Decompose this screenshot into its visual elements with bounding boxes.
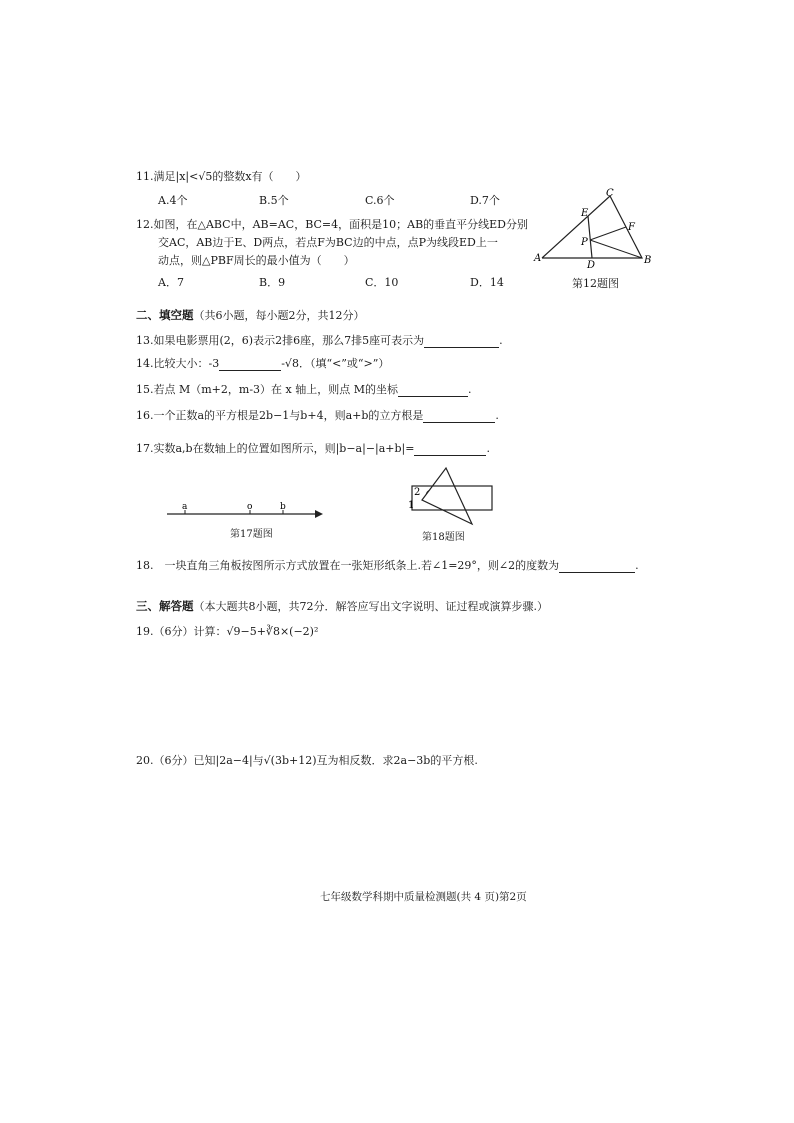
q15-text: 15.若点 M（m+2，m-3）在 x 轴上，则点 M的坐标	[136, 383, 399, 396]
q12-option-b: B．9	[259, 276, 286, 289]
q12-line2: 交AC，AB边于E、D两点，若点F为BC边的中点，点P为线段ED上一	[158, 236, 498, 249]
q17-text: 17.实数a,b在数轴上的位置如图所示，则|b−a|−|a+b|=	[136, 442, 415, 455]
q18-figure-caption: 第18题图	[422, 532, 465, 543]
q17-axis-label-b: b	[280, 502, 286, 512]
q12-line3: 动点，则△PBF周长的最小值为（ ）	[158, 254, 355, 267]
section2-title: 二、填空题	[136, 308, 194, 322]
q11-option-b: B.5个	[259, 194, 289, 207]
q12-figure-label-d: D	[587, 260, 596, 270]
q12-option-c: C．10	[365, 276, 399, 289]
q13	[136, 332, 503, 348]
q12-figure-label-c: C	[606, 188, 614, 199]
q12-option-a: A．7	[158, 276, 184, 289]
q17-axis-label-o: o	[247, 502, 253, 512]
section3-title: 三、解答题	[136, 599, 194, 613]
q16-answer-blank[interactable]	[423, 410, 495, 423]
q12-option-d: D．14	[470, 276, 504, 289]
q14-text-b: -√8．（填“<”或“>”）	[281, 357, 390, 370]
section3-note: （本大题共8小题，共72分．解答应写出文字说明、证过程或演算步骤.）	[193, 600, 548, 613]
q11-option-a: A.4个	[158, 194, 188, 207]
q20-text: 20.（6分）已知|2a−4|与√(3b+12)互为相反数．求2a−3b的平方根.	[136, 754, 478, 767]
q17-answer-blank[interactable]	[414, 443, 486, 456]
q11-option-c: C.6个	[365, 194, 395, 207]
q12-figure-label-p: P	[581, 237, 588, 248]
q12-line1: 12.如图，在△ABC中，AB=AC，BC=4，面积是10；AB的垂直平分线ED分别	[136, 218, 528, 231]
q13-answer-blank[interactable]	[424, 335, 499, 348]
page-footer: 七年级数学科期中质量检测题(共 4 页)第2页	[320, 891, 527, 903]
q12-figure-label-a: A	[534, 253, 542, 264]
q14	[136, 355, 389, 371]
q18-answer-blank[interactable]	[559, 560, 635, 573]
q18-text: 18. 一块直角三角板按图所示方式放置在一张矩形纸条上.若∠1=29°，则∠2的度数为	[136, 559, 560, 572]
section2-heading	[136, 307, 365, 323]
q15	[136, 381, 472, 397]
q16-end: .	[495, 409, 499, 422]
q11-stem: 11.满足|x|<√5的整数x有（ ）	[136, 170, 307, 183]
q17-end: .	[486, 442, 490, 455]
q18-figure	[400, 464, 500, 526]
q14-answer-blank[interactable]	[219, 358, 281, 371]
q12-figure-label-f: F	[628, 222, 635, 233]
q11-option-d: D.7个	[470, 194, 500, 207]
q12-figure-label-b: B	[644, 255, 652, 266]
q17	[136, 440, 490, 456]
q13-text: 13.如果电影票用(2，6)表示2排6座，那么7排5座可表示为	[136, 334, 425, 347]
q12-figure-label-e: E	[581, 208, 589, 219]
q18-figure-angle-2: 2	[414, 487, 421, 498]
q13-end: .	[499, 334, 503, 347]
q18-figure-angle-1: 1	[408, 500, 415, 511]
q17-axis-label-a: a	[182, 502, 188, 512]
section2-note: （共6小题，每小题2分，共12分）	[193, 309, 365, 322]
q18	[136, 557, 639, 573]
q15-answer-blank[interactable]	[398, 384, 468, 397]
q14-text-a: 14.比较大小：-3	[136, 357, 220, 370]
q12-triangle-figure	[530, 188, 660, 270]
q16	[136, 407, 499, 423]
q17-figure-caption: 第17题图	[230, 529, 273, 540]
q16-text: 16.一个正数a的平方根是2b−1与b+4，则a+b的立方根是	[136, 409, 424, 422]
q15-end: .	[468, 383, 472, 396]
q18-end: .	[635, 559, 639, 572]
q12-figure-caption: 第12题图	[572, 277, 619, 290]
section3-heading	[136, 598, 548, 614]
q19-text: 19.（6分）计算：√9−5+∛8×(−2)²	[136, 625, 319, 638]
